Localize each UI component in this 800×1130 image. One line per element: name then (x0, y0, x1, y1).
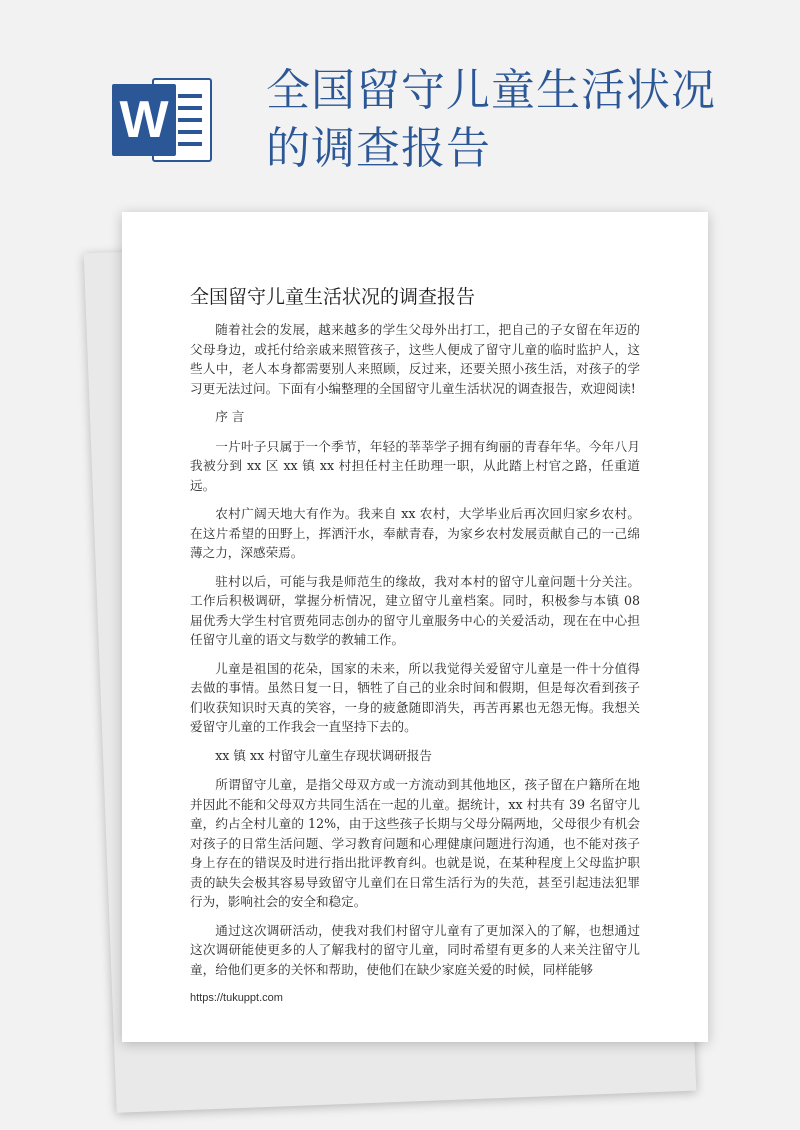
paragraph: 儿童是祖国的花朵，国家的未来，所以我觉得关爱留守儿童是一件十分值得去做的事情。虽然日复一日，牺牲了自己的业余时间和假期，但是每次看到孩子们收获知识时天真的笑容，一身的疲惫随即消失，再苦再累也无怨无悔。我想关爱留守儿童的工作我会一直坚持下去的。 (190, 660, 640, 734)
paragraph: 驻村以后，可能与我是师范生的缘故，我对本村的留守儿童问题十分关注。工作后积极调研，掌握分析情况，建立留守儿童档案。同时，积极参与本镇 08 届优秀大学生村官贾苑同志创办的留守儿童服务中心的关爱活动，现在在中心担任留守儿童的语文与数学的教辅工作。 (190, 573, 640, 647)
header-title: 全国留守儿童生活状况的调查报告 (266, 65, 716, 174)
header-banner (0, 0, 800, 200)
paragraph: 通过这次调研活动，使我对我们村留守儿童有了更加深入的了解，也想通过这次调研能使更多的人了解我村的留守儿童，同时希望有更多的人来关注留守儿童，给他们更多的关怀和帮助，使他们在缺少家庭关爱的时候，同样能够 (190, 922, 640, 977)
word-icon (112, 78, 212, 162)
paragraph: 一片叶子只属于一个季节，年轻的莘莘学子拥有绚丽的青春年华。今年八月我被分到 xx 区 xx 镇 xx 村担任村主任助理一职，从此踏上村官之路，任重道远。 (190, 438, 640, 493)
document-page (122, 212, 708, 1042)
paragraph: 所谓留守儿童，是指父母双方或一方流动到其他地区，孩子留在户籍所在地并因此不能和父母双方共同生活在一起的儿童。据统计，xx 村共有 39 名留守儿童，约占全村儿童的 12%，由于这些孩子长期与父母分隔两地，父母很少有机会对孩子的日常生活问题、学习教育问题和心理健康问题进行沟通，也不能对孩子身上存在的错误及时进行指出批评教育纠。也就是说，在某种程度上父母监护职责的缺失会极其容易导致留守儿童们在日常生活行为的失范，甚至引起违法犯罪行为，影响社会的安全和稳定。 (190, 777, 640, 909)
section-heading-preface: 序 言 (215, 409, 245, 424)
document-title: 全国留守儿童生活状况的调查报告 (190, 286, 476, 308)
footer-url[interactable]: https://tukuppt.com (190, 992, 283, 1004)
document-body (190, 320, 640, 988)
paragraph-intro: 随着社会的发展，越来越多的学生父母外出打工，把自己的子女留在年迈的父母身边，或托付给亲戚来照管孩子，这些人便成了留守儿童的临时监护人，这些人中，老人本身都需要别人来照顾，反过来，还要关照小孩生活，对孩子的学习更无法过问。下面有小编整理的全国留守儿童生活状况的调查报告，欢迎阅读! (190, 322, 640, 396)
paragraph: 农村广阔天地大有作为。我来自 xx 农村，大学毕业后再次回归家乡农村。在这片希望的田野上，挥洒汗水，奉献青春，为家乡农村发展贡献自己的一己绵薄之力，深感荣焉。 (190, 506, 640, 560)
section-heading-report: xx 镇 xx 村留守儿童生存现状调研报告 (215, 747, 432, 763)
word-letter-icon: W (112, 84, 176, 156)
